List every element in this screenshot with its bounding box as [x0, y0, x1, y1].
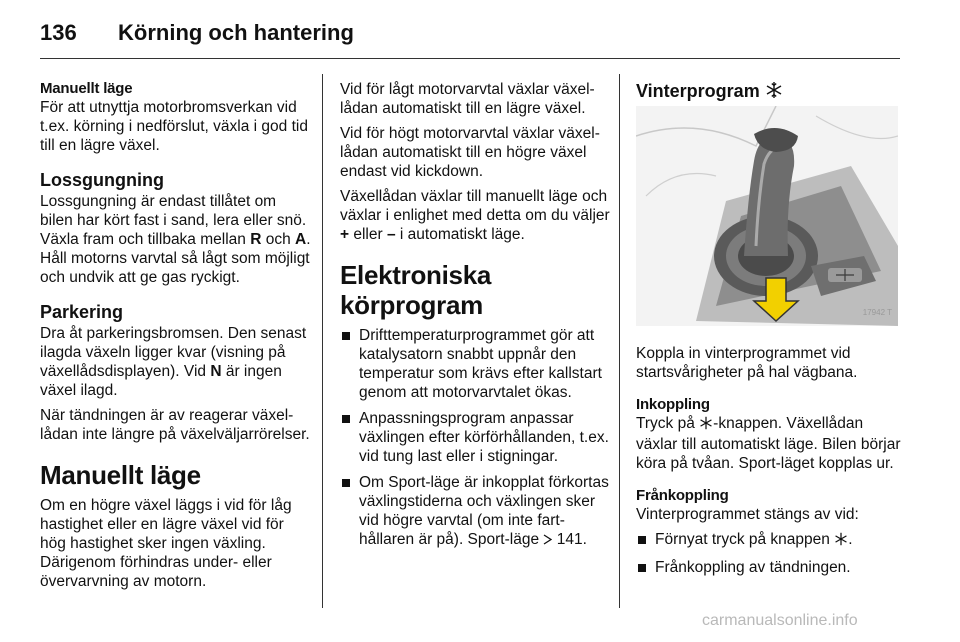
parking-heading: Parkering — [40, 302, 124, 322]
list-item: Frånkoppling av tändningen. — [636, 558, 902, 577]
column-2 — [340, 80, 612, 556]
electronic-programs-heading: Elektroniska körprogram — [340, 260, 492, 320]
minus-key: – — [386, 226, 396, 243]
page-reference-link[interactable]: 141. — [556, 531, 587, 548]
parking-text-2: När tändningen är av reagerar växellådan inte längre på växelväljarrörelser. — [40, 407, 310, 443]
high-rpm-text: Vid för högt motorvarvtal växlar växellådan automatiskt till en högre växel endast vid kickdown. — [340, 125, 600, 180]
figure-code: 17942 T — [862, 308, 892, 317]
manual-mode-sub-text: För att utnyttja motorbromsverkan vid t.ex. körning i nedförslut, växla i god tid till en lägre växel. — [40, 99, 308, 154]
list-item: Drifttemperaturprogrammet gör att katalysatorn snabbt uppnår den temperatur som krävs efter kallstart genom att motorvarvtalet ökas. — [340, 326, 612, 402]
snowflake-icon — [834, 532, 848, 551]
winter-intro-text: Koppla in vinterprogrammet vid startsvårigheter på hal vägbana. — [636, 345, 858, 381]
winter-program-heading: Vinterprogram — [636, 80, 902, 104]
list-item: Om Sport-läge är inkopplat förkortas växlingstiderna och växlingen sker vid högre varvtal (om inte farthållaren är på). Sport-läge 141. — [340, 473, 612, 549]
disengage-heading: Frånkoppling — [636, 487, 729, 504]
snowflake-icon — [699, 416, 713, 435]
chapter-title: Körning och hantering — [118, 20, 354, 45]
manual-mode-subheading: Manuellt läge — [40, 80, 133, 97]
engage-text: Tryck på -knappen. Växellådan växlar till automatiskt läge. Bilen börjar köra på tvåan. Sport-läget kopplas ur. — [636, 415, 901, 472]
manual-mode-heading: Manuellt läge — [40, 460, 201, 490]
list-item: Anpassningsprogram anpassar växlingen efter körförhållanden, t.ex. vid tung last eller i stigningar. — [340, 409, 612, 466]
parking-text-1: Dra åt parkeringsbromsen. Den senast ilagda växeln ligger kvar (visning på växellådsdisplayen). Vid N är ingen växel ilagd. — [40, 325, 307, 399]
rocking-text: Lossgungning är endast tillåtet om bilen har kört fast i sand, lera eller snö. Växla fram och tillbaka mellan R och A. Håll motorns varvtal så lågt som möjligt och undvik att ge gas ryckigt. — [40, 193, 311, 286]
manual-mode-text: Om en högre växel läggs i vid för låg hastighet eller en lägre växel vid för hög hastighet sker ingen växling. Därigenom förhindras under- eller övervarvning av motorn. — [40, 497, 292, 590]
manual-switch-text: Växellådan växlar till manuellt läge och växlar i enlighet med detta om du väljer + eller – i automatiskt läge. — [340, 188, 610, 243]
column-3 — [636, 80, 902, 584]
column-divider — [619, 74, 620, 608]
key-a: A — [295, 231, 307, 248]
column-1 — [40, 80, 312, 597]
disengage-intro: Vinterprogrammet stängs av vid: — [636, 506, 859, 523]
disengage-list — [636, 530, 902, 577]
plus-key: + — [340, 226, 350, 243]
gear-selector-illustration — [636, 106, 898, 326]
column-divider — [322, 74, 323, 608]
list-item: Förnyat tryck på knappen . — [636, 530, 902, 551]
electronic-programs-list — [340, 326, 612, 549]
page-ref-icon — [543, 531, 552, 548]
low-rpm-text: Vid för lågt motorvarvtal växlar växellådan automatiskt till en lägre växel. — [340, 81, 595, 117]
snowflake-icon — [765, 81, 783, 104]
key-r: R — [250, 231, 262, 248]
engage-heading: Inkoppling — [636, 396, 710, 413]
header-rule — [40, 58, 900, 59]
page-number: 136 — [40, 20, 77, 45]
watermark: carmanualsonline.info — [702, 612, 858, 629]
key-n: N — [210, 363, 222, 380]
rocking-heading: Lossgungning — [40, 170, 164, 190]
